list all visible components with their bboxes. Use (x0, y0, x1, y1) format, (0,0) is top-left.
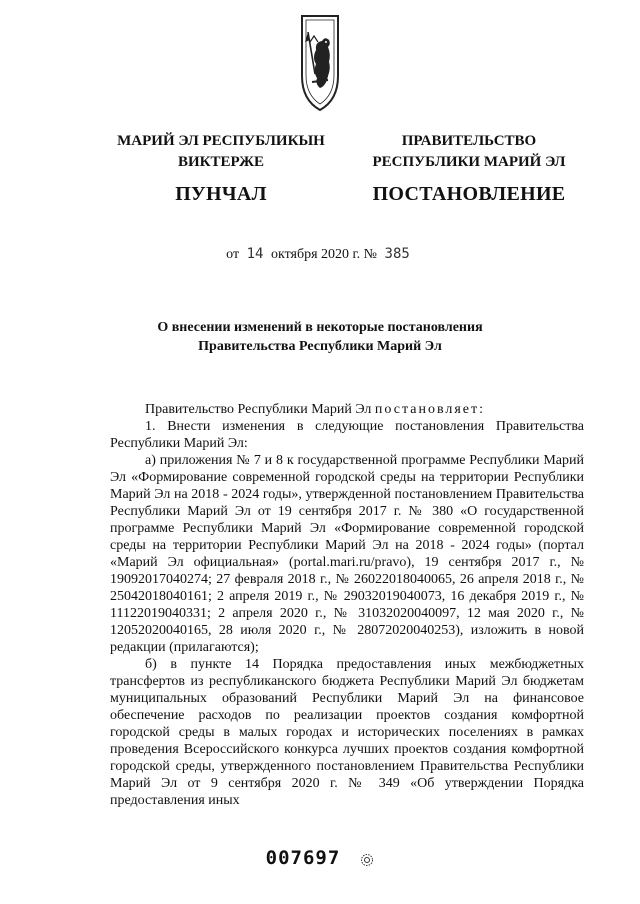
date-day: 14 (246, 246, 264, 262)
intro-decree-word: постановляет: (374, 402, 486, 417)
serial-number: 007697 (265, 847, 341, 869)
header-russian-side (334, 131, 604, 206)
paragraph-b: б) в пункте 14 Порядка предоставления иных межбюджетных трансфертов из республиканского бюджета Республики Марий Эл бюджетам муниципальных образований Республики Марий Эл на финансовое обеспечение расходов по реализации проектов создания комфортной городской среды в малых городах и исторических поселениях в рамках проведения Всероссийского конкурса лучших проектов создания комфортной городской среды, утвержденного постановлением Правительства Республики Марий Эл от 9 сентября 2020 г. № 349 «Об утверждении Порядка предоставления иных (110, 657, 584, 808)
document-body (110, 401, 584, 809)
header-left-doc-type: ПУНЧАЛ (175, 183, 267, 205)
date-month-year: октября 2020 г. № (270, 247, 378, 262)
header-left-line1: МАРИЙ ЭЛ РЕСПУБЛИКЫН (117, 133, 325, 149)
title-line1: О внесении изменений в некоторые постановления (157, 320, 483, 335)
document-title (120, 318, 520, 356)
header-left-line2: ВИКТЕРЖЕ (177, 154, 265, 170)
document-number: 385 (384, 246, 410, 262)
document-date-line (0, 246, 640, 263)
page-footer (0, 847, 640, 869)
intro-text: Правительство Республики Марий Эл (145, 402, 372, 417)
header-mari-side (86, 131, 356, 206)
paragraph-a: а) приложения № 7 и 8 к государственной программе Республики Марий Эл «Формирование современной городской среды на территории Республики Марий Эл на 2018 - 2024 годы», утвержденной постановлением Правительства Республики Марий Эл от 19 сентября 2017 г. № 380 «О государственной программе Республики Марий Эл «Формирование современной городской среды на территории Республики Марий Эл на 2018 - 2024 годы» (портал «Марий Эл официальная» (portal.mari.ru/pravo), 19 сентября 2017 г., № 19092017040274; 27 февраля 2018 г., № 26022018040065, 26 апреля 2018 г., № 25042018040161; 2 апреля 2019 г., № 29032019040073, 16 декабря 2019 г., № 11122019040331; 2 апреля 2020 г., № 31032020040097, 12 мая 2020 г., № 12052020040165, 28 июля 2020 г., № 28072020040253), изложить в новой редакции (прилагаются); (110, 453, 584, 655)
intro-paragraph (110, 401, 584, 418)
title-line2: Правительства Республики Марий Эл (198, 339, 442, 354)
header-right-doc-type: ПОСТАНОВЛЕНИЕ (372, 183, 566, 205)
header-right-line1: ПРАВИТЕЛЬСТВО (401, 133, 537, 149)
rosette-icon (360, 853, 374, 867)
coat-of-arms-icon (298, 14, 342, 112)
header-right-line2: РЕСПУБЛИКИ МАРИЙ ЭЛ (372, 154, 566, 170)
date-prefix: от (226, 247, 240, 262)
paragraph-1: 1. Внести изменения в следующие постановления Правительства Республики Марий Эл: (110, 419, 584, 451)
